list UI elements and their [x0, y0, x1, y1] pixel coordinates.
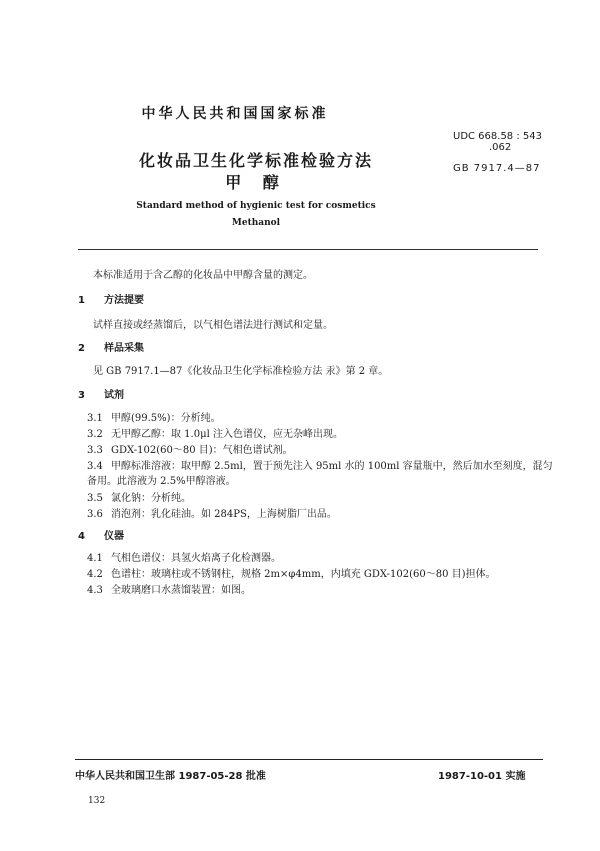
item-text: 无甲醇乙醇：取 1.0μl 注入色谱仪，应无杂峰出现。	[111, 429, 343, 440]
section-2-text: 见 GB 7917.1—87《化妆品卫生化学标准检验方法 汞》第 2 章。	[93, 366, 389, 377]
item-number: 3.1	[87, 413, 103, 424]
list-item	[87, 425, 343, 440]
title-chinese-subject: 甲 醇	[225, 173, 287, 192]
item-text: 消泡剂：乳化硅油。如 284PS，上海树脂厂出品。	[111, 509, 337, 520]
national-standard-heading: 中华人民共和国国家标准	[141, 106, 329, 122]
gb-standard-number: GB 7917.4—87	[453, 163, 541, 174]
section-title: 仪器	[104, 531, 124, 542]
section-title: 试剂	[104, 390, 124, 401]
footer-divider	[75, 759, 543, 760]
list-item	[87, 549, 281, 564]
list-item	[87, 441, 293, 456]
intro-paragraph: 本标准适用于含乙醇的化妆品中甲醇含量的测定。	[93, 270, 313, 281]
list-item	[87, 565, 496, 580]
list-item	[87, 457, 553, 472]
section-4-heading	[78, 527, 124, 542]
title-chinese: 化妆品卫生化学标准检验方法	[138, 151, 373, 170]
list-item	[87, 409, 221, 424]
list-item	[87, 489, 191, 504]
header-divider	[78, 249, 538, 250]
section-title: 样品采集	[104, 343, 144, 354]
section-number: 3	[78, 390, 85, 401]
section-number: 4	[78, 531, 85, 542]
section-number: 1	[78, 295, 85, 306]
item-number: 3.5	[87, 493, 103, 504]
section-1-text: 试样直接或经蒸馏后，以气相色谱法进行测试和定量。	[93, 320, 333, 331]
item-text: 色谱柱：玻璃柱或不锈钢柱，规格 2m×φ4mm，内填充 GDX-102(60～80 目)担体。	[111, 569, 496, 580]
list-item-continuation: 备用。此溶液为 2.5%甲醇溶液。	[87, 476, 236, 487]
section-number: 2	[78, 343, 85, 354]
approval-line: 中华人民共和国卫生部 1987-05-28 批准	[75, 771, 266, 782]
item-number: 3.2	[87, 429, 103, 440]
effective-date: 1987-10-01 实施	[438, 771, 526, 782]
section-1-heading	[78, 291, 144, 306]
item-text: 气相色谱仪：具氢火焰离子化检测器。	[111, 553, 281, 564]
list-item	[87, 505, 337, 520]
item-number: 4.2	[87, 569, 103, 580]
title-english-subject: Methanol	[231, 218, 281, 228]
item-number: 3.3	[87, 445, 103, 456]
item-number: 4.1	[87, 553, 103, 564]
section-2-heading	[78, 339, 144, 354]
item-number: 3.4	[87, 461, 103, 472]
item-text: 氯化钠：分析纯。	[111, 493, 191, 504]
item-number: 4.3	[87, 585, 103, 596]
title-english: Standard method of hygienic test for cosmetics	[136, 201, 376, 211]
item-text: GDX-102(60～80 目)：气相色谱试剂。	[111, 445, 293, 456]
item-text: 全玻璃磨口水蒸馏装置：如图。	[111, 585, 251, 596]
item-number: 3.6	[87, 509, 103, 520]
page-number: 132	[88, 796, 106, 806]
item-text: 甲醇(99.5%)：分析纯。	[111, 413, 221, 424]
section-title: 方法提要	[104, 295, 144, 306]
section-3-heading	[78, 386, 124, 401]
udc-line-1: UDC 668.58 : 543	[453, 131, 542, 142]
item-text: 甲醇标准溶液：取甲醇 2.5ml，置于预先注入 95ml 水的 100ml 容量瓶中，然后加水至刻度，混匀	[111, 461, 553, 472]
list-item	[87, 581, 251, 596]
udc-line-2: .062	[489, 142, 512, 153]
